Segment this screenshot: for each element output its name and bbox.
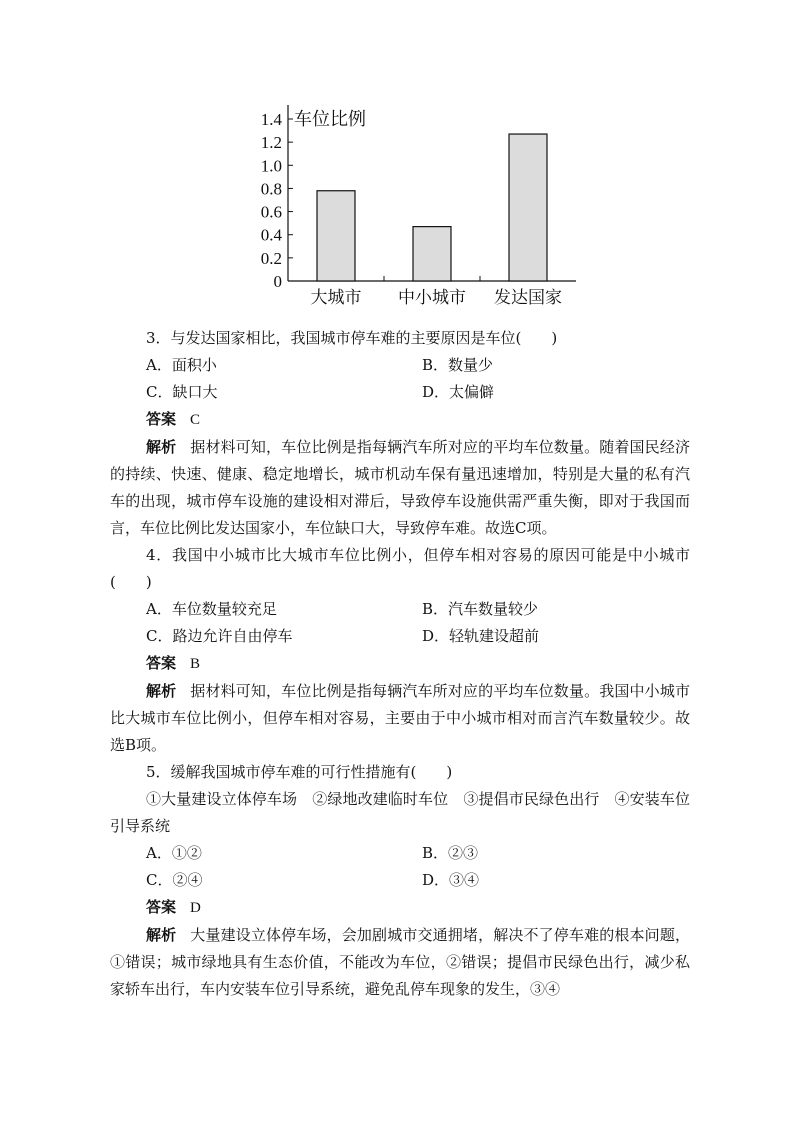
y-tick-label: 0 xyxy=(273,272,282,291)
q5-option-a: A．①② xyxy=(146,844,202,862)
y-tick-label: 1.0 xyxy=(260,156,282,176)
q4-option-d: D．轻轨建设超前 xyxy=(422,627,540,645)
y-tick-label: 0.4 xyxy=(260,225,282,245)
q4-options-row1 xyxy=(110,596,690,623)
q3-options-row2 xyxy=(110,379,690,406)
q4-answer-value: B xyxy=(190,656,201,672)
q5-option-d: D．③④ xyxy=(422,871,480,889)
q4-analysis-text: 据材料可知，车位比例是指每辆汽车所对应的平均车位数量。我国中小城市比大城市车位比例小，但停车相对容易，主要由于中小城市相对而言汽车数量较少。故选B项。 xyxy=(110,682,690,754)
q5-options-row2 xyxy=(110,867,690,894)
q5-options-row1 xyxy=(110,840,690,867)
q5-answer-label: 答案 xyxy=(146,898,177,916)
q4-stem: 4．我国中小城市比大城市车位比例小，但停车相对容易的原因可能是中小城市( ) xyxy=(110,546,690,591)
bar xyxy=(509,134,547,281)
q5-option-c: C．②④ xyxy=(146,871,203,889)
q5-analysis xyxy=(110,922,690,1003)
q3-option-c: C．缺口大 xyxy=(146,383,218,401)
bar xyxy=(413,227,451,281)
q5-answer xyxy=(110,894,690,922)
q4-analysis-label: 解析 xyxy=(146,682,177,700)
q4-analysis xyxy=(110,678,690,759)
q5-stem: 5．缓解我国城市停车难的可行性措施有( ) xyxy=(146,763,453,781)
q4-option-c: C．路边允许自由停车 xyxy=(146,627,293,645)
q3-option-b: B．数量少 xyxy=(422,356,494,374)
q4-answer xyxy=(110,650,690,678)
chart-title: 车位比例 xyxy=(294,109,366,130)
q3-answer xyxy=(110,406,690,434)
q5-answer-value: D xyxy=(190,900,201,916)
q4-option-a: A．车位数量较充足 xyxy=(146,600,277,618)
q3-analysis-text: 据材料可知，车位比例是指每辆汽车所对应的平均车位数量。随着国民经济的持续、快速、健康、稳定地增长，城市机动车保有量迅速增加，特别是大量的私有汽车的出现，城市停车设施的建设相对滞后，导致停车设施供需严重失衡，即对于我国而言，车位比例比发达国家小，车位缺口大，导致停车难。故选C项。 xyxy=(110,438,690,537)
q4-answer-label: 答案 xyxy=(146,654,177,672)
x-category-label: 发达国家 xyxy=(494,288,562,308)
x-category-label: 大城市 xyxy=(310,288,362,308)
y-tick-label: 0.2 xyxy=(260,248,282,268)
q3-options-row1 xyxy=(110,352,690,379)
q5-option-b: B．②③ xyxy=(422,844,479,862)
bar-chart xyxy=(236,95,582,320)
q3-analysis-label: 解析 xyxy=(146,438,177,456)
bar-chart-svg xyxy=(236,95,582,320)
question-content xyxy=(110,325,690,1003)
q3-answer-value: C xyxy=(190,412,201,428)
q5-items: ①大量建设立体停车场 ②绿地改建临时车位 ③提倡市民绿色出行 ④安装车位引导系统 xyxy=(110,790,690,835)
q3-analysis xyxy=(110,434,690,542)
x-category-label: 中小城市 xyxy=(398,288,466,308)
q5-analysis-text: 大量建设立体停车场，会加剧城市交通拥堵，解决不了停车难的根本问题，①错误；城市绿地具有生态价值，不能改为车位，②错误；提倡市民绿色出行，减少私家轿车出行，车内安装车位引导系统，避免乱停车现象的发生，③④ xyxy=(110,926,690,998)
q3-option-d: D．太偏僻 xyxy=(422,383,495,401)
bar xyxy=(317,191,355,281)
q3-answer-label: 答案 xyxy=(146,410,177,428)
q3-option-a: A．面积小 xyxy=(146,356,217,374)
y-tick-label: 0.6 xyxy=(260,202,282,222)
q4-option-b: B．汽车数量较少 xyxy=(422,600,539,618)
y-tick-label: 1.2 xyxy=(260,133,282,153)
q4-options-row2 xyxy=(110,623,690,650)
y-tick-label: 0.8 xyxy=(260,179,282,199)
q5-analysis-label: 解析 xyxy=(146,926,177,944)
y-tick-label: 1.4 xyxy=(260,110,282,129)
q3-stem: 3．与发达国家相比，我国城市停车难的主要原因是车位( ) xyxy=(146,329,558,347)
